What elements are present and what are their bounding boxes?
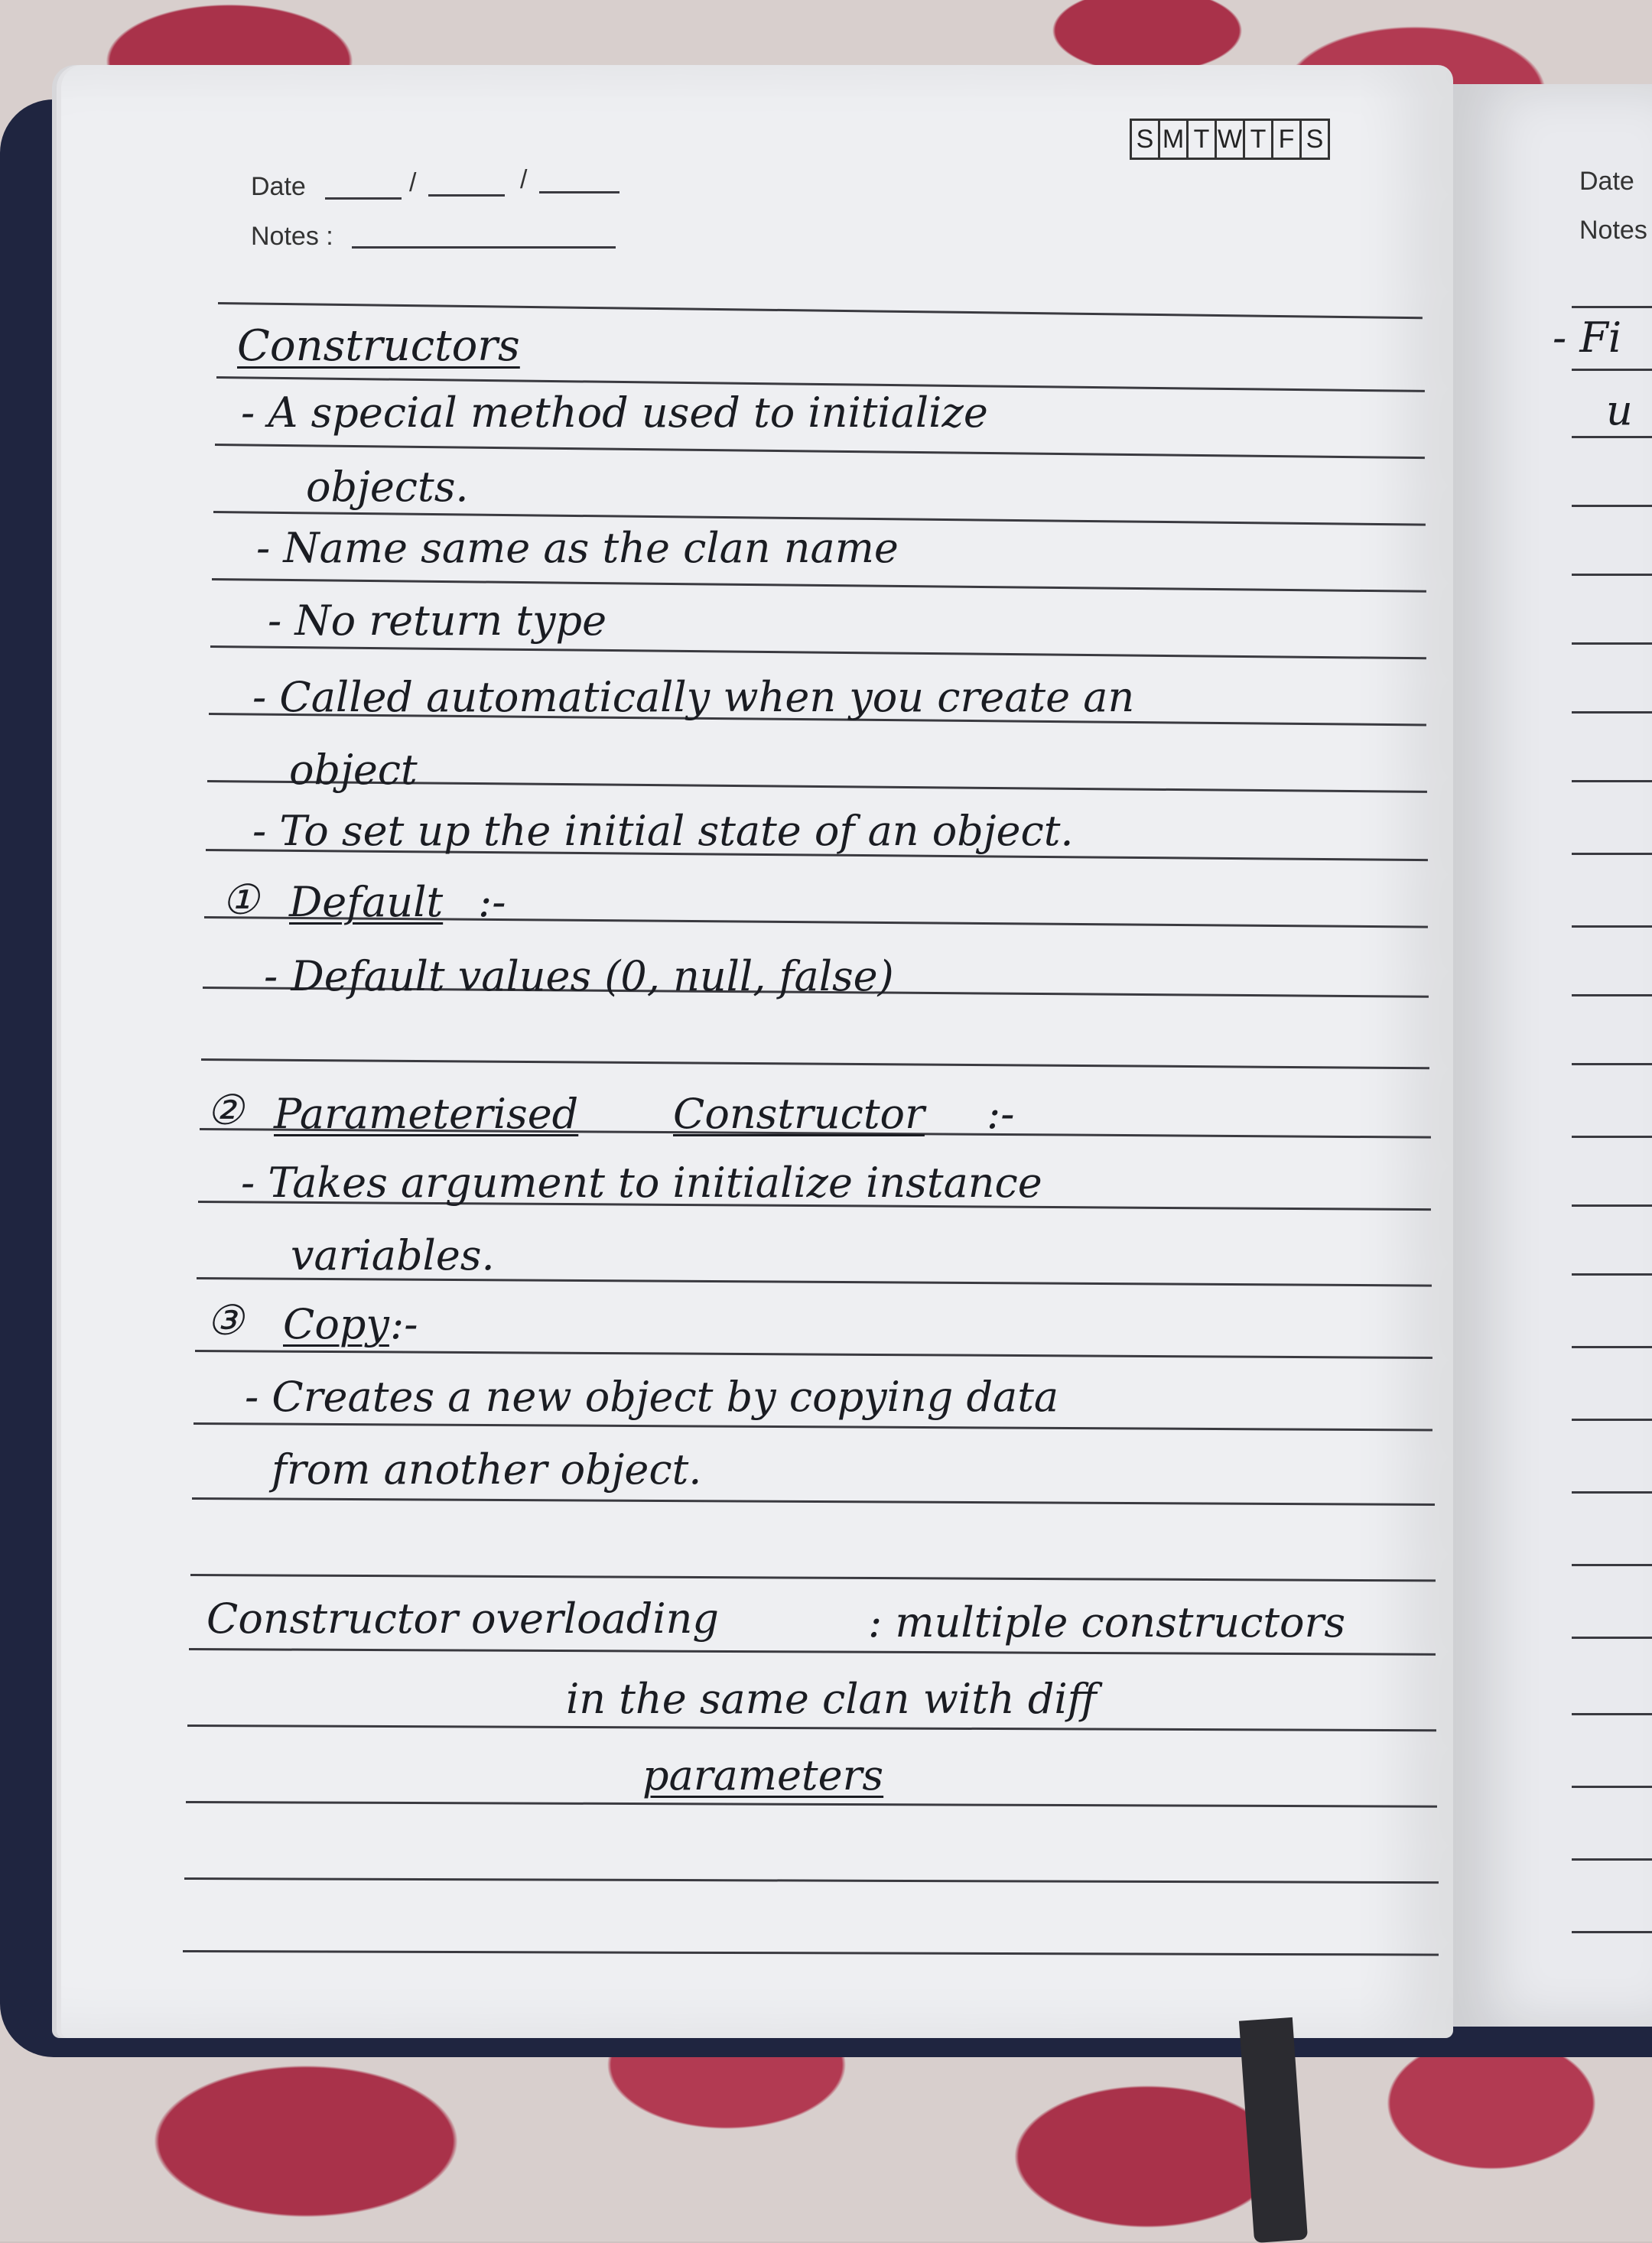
ruled-line (1572, 642, 1652, 645)
ruled-line (1572, 574, 1652, 576)
date-separator: / (520, 165, 528, 194)
note-line: - Takes argument to initialize instance (241, 1159, 1042, 1207)
day-box: S (1132, 121, 1160, 158)
note-line: - To set up the initial state of an object. (252, 807, 1074, 855)
ruled-line (1572, 1713, 1652, 1715)
ruled-line (1572, 1273, 1652, 1276)
notes-label: Notes : (251, 222, 333, 251)
date-field-year (539, 191, 620, 193)
date-separator: / (409, 168, 417, 197)
ruled-line (1572, 1858, 1652, 1861)
ruled-line (1572, 780, 1652, 782)
section-1-title: Default (289, 878, 444, 926)
right-page-note: u (1606, 386, 1633, 434)
ruled-line (1572, 1786, 1652, 1788)
overloading-title: Constructor overloading (206, 1594, 719, 1643)
ruled-line (1572, 1564, 1652, 1566)
section-1-number: ① (222, 876, 259, 924)
right-notes-label: Notes (1579, 216, 1647, 245)
right-page-note: - Fi (1553, 314, 1622, 362)
note-line: - Creates a new object by copying data (245, 1373, 1059, 1421)
note-line: - Called automatically when you create an (252, 673, 1135, 721)
right-date-label: Date (1579, 167, 1634, 196)
section-1-suffix: :- (478, 878, 506, 926)
date-label: Date (251, 172, 306, 201)
notes-title: Constructors (237, 321, 520, 371)
ruled-line (1572, 1637, 1652, 1639)
section-3-suffix: :- (390, 1300, 418, 1348)
ruled-line (1572, 1346, 1652, 1348)
section-3-number: ③ (206, 1296, 244, 1344)
ruled-line (1572, 853, 1652, 855)
day-box: M (1160, 121, 1189, 158)
ruled-line (1572, 1931, 1652, 1933)
ruled-line (1572, 1204, 1652, 1207)
ruled-line (1572, 1419, 1652, 1421)
note-line: object (289, 746, 418, 794)
note-line: objects. (306, 463, 469, 511)
section-2-number: ② (206, 1086, 244, 1134)
ruled-line (1572, 1063, 1652, 1065)
ruled-line (1572, 925, 1652, 928)
section-2-title-b: Constructor (673, 1090, 925, 1138)
right-page (1453, 84, 1652, 2027)
ruled-line (1572, 994, 1652, 996)
note-line: in the same clan with diff (566, 1675, 1097, 1723)
day-box: T (1245, 121, 1273, 158)
section-2-suffix: :- (987, 1090, 1015, 1138)
note-line: from another object. (272, 1445, 702, 1494)
ruled-line (1572, 306, 1652, 308)
weekday-boxes (1130, 119, 1330, 160)
date-field-month (428, 194, 505, 197)
note-line: - A special method used to initialize (241, 388, 988, 437)
section-3-title: Copy (283, 1300, 389, 1348)
note-line: variables. (291, 1231, 495, 1279)
date-field-day (325, 197, 402, 200)
ruled-line (1572, 711, 1652, 714)
day-box: T (1189, 121, 1217, 158)
note-line: parameters (642, 1751, 884, 1799)
section-2-title-a: Parameterised (274, 1090, 579, 1138)
day-box: S (1306, 125, 1324, 154)
ruled-line (1572, 1136, 1652, 1138)
overloading-definition: : multiple constructors (868, 1598, 1346, 1646)
notes-field (352, 246, 616, 249)
note-line: - No return type (268, 597, 607, 645)
note-line: - Default values (0, null, false) (264, 952, 894, 1000)
note-line: - Name same as the clan name (256, 524, 899, 572)
ruled-line (1572, 505, 1652, 507)
ruled-line (1572, 369, 1652, 371)
day-box: W (1217, 121, 1245, 158)
day-box: F (1273, 121, 1302, 158)
ruled-line (1572, 1491, 1652, 1494)
ruled-line (1572, 436, 1652, 438)
